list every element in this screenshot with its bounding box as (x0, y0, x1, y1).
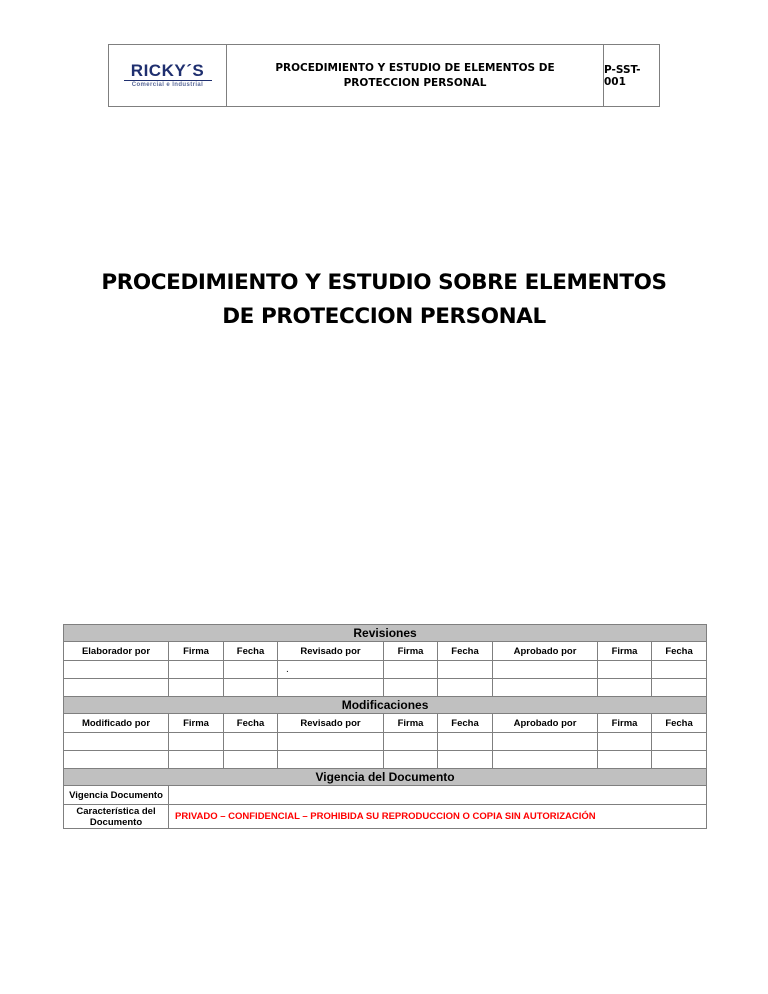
col-firma: Firma (384, 714, 438, 733)
table-cell (652, 679, 707, 697)
col-firma: Firma (384, 642, 438, 661)
vigencia-row (64, 786, 707, 805)
document-header (108, 44, 660, 107)
page-title-line2: DE PROTECCION PERSONAL (222, 304, 546, 329)
document-control-table (63, 624, 707, 829)
table-cell (598, 661, 652, 679)
table-cell (438, 751, 493, 769)
table-row (64, 661, 707, 679)
col-firma: Firma (169, 714, 224, 733)
table-cell (169, 751, 224, 769)
header-title-line2: PROTECCION PERSONAL (343, 76, 487, 89)
table-cell (384, 661, 438, 679)
table-cell (224, 751, 278, 769)
header-title (227, 45, 604, 106)
modificaciones-band (64, 697, 707, 714)
logo-name: RICKY´S (130, 60, 205, 80)
col-firma: Firma (169, 642, 224, 661)
modificaciones-header-row (64, 714, 707, 733)
table-cell (64, 679, 169, 697)
table-cell (598, 679, 652, 697)
table-cell (278, 733, 384, 751)
col-fecha: Fecha (652, 714, 707, 733)
col-fecha: Fecha (224, 642, 278, 661)
vigencia-value (169, 786, 707, 805)
col-aprobado-por: Aprobado por (493, 714, 598, 733)
table-cell (384, 733, 438, 751)
caracteristica-row (64, 805, 707, 829)
revisiones-title: Revisiones (64, 625, 707, 642)
vigencia-band (64, 769, 707, 786)
col-fecha: Fecha (652, 642, 707, 661)
col-fecha: Fecha (224, 714, 278, 733)
table-cell (64, 661, 169, 679)
page-title (60, 266, 708, 334)
table-cell (438, 679, 493, 697)
table-cell (384, 679, 438, 697)
logo-tagline: Comercial e Industrial (131, 81, 204, 88)
revisiones-band (64, 625, 707, 642)
caracteristica-label (64, 805, 169, 829)
table-cell (598, 751, 652, 769)
table-cell (224, 679, 278, 697)
table-cell (493, 751, 598, 769)
table-cell (493, 679, 598, 697)
modificaciones-title: Modificaciones (64, 697, 707, 714)
col-firma: Firma (598, 714, 652, 733)
table-cell (278, 679, 384, 697)
table-cell (169, 733, 224, 751)
table-cell: . (278, 661, 384, 679)
table-cell (169, 661, 224, 679)
vigencia-label: Vigencia Documento (64, 786, 169, 805)
table-row (64, 751, 707, 769)
table-cell (438, 733, 493, 751)
table-row (64, 733, 707, 751)
table-cell (652, 733, 707, 751)
document-code: P-SST-001 (604, 63, 641, 88)
logo-cell (109, 45, 227, 106)
vigencia-title: Vigencia del Documento (64, 769, 707, 786)
table-cell (652, 751, 707, 769)
table-cell (384, 751, 438, 769)
col-firma: Firma (598, 642, 652, 661)
col-aprobado-por: Aprobado por (493, 642, 598, 661)
page-title-line1: PROCEDIMIENTO Y ESTUDIO SOBRE ELEMENTOS (101, 270, 667, 295)
table-cell (493, 733, 598, 751)
table-cell (64, 751, 169, 769)
table-cell (598, 733, 652, 751)
revisiones-header-row (64, 642, 707, 661)
header-title-line1: PROCEDIMIENTO Y ESTUDIO DE ELEMENTOS DE (275, 61, 555, 74)
table-cell (224, 733, 278, 751)
col-elaborador-por: Elaborador por (64, 642, 169, 661)
col-fecha: Fecha (438, 642, 493, 661)
table-cell (169, 679, 224, 697)
col-fecha: Fecha (438, 714, 493, 733)
table-cell (493, 661, 598, 679)
col-modificado-por: Modificado por (64, 714, 169, 733)
table-cell (64, 733, 169, 751)
table-row (64, 679, 707, 697)
table-cell (438, 661, 493, 679)
caracteristica-label-line2: Documento (89, 816, 143, 828)
col-revisado-por: Revisado por (278, 714, 384, 733)
col-revisado-por: Revisado por (278, 642, 384, 661)
confidentiality-notice: PRIVADO – CONFIDENCIAL – PROHIBIDA SU REPRODUCCION O COPIA SIN AUTORIZACIÓN (169, 805, 707, 829)
table-cell (278, 751, 384, 769)
table-cell (224, 661, 278, 679)
caracteristica-label-line1: Característica del (76, 805, 156, 817)
company-logo (124, 60, 212, 89)
table-cell (652, 661, 707, 679)
